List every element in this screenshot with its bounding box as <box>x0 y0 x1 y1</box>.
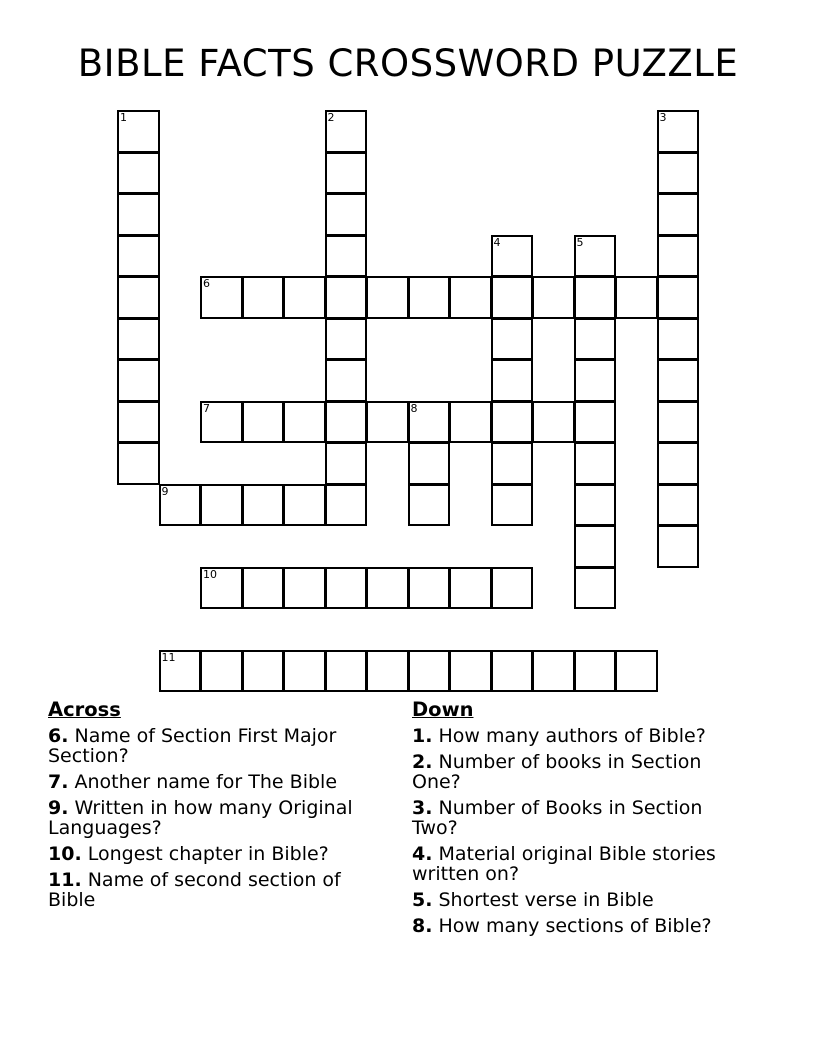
grid-cell[interactable] <box>117 318 160 361</box>
grid-cell[interactable] <box>117 401 160 444</box>
clue-number: 5. <box>412 889 433 911</box>
clue-text: Material original Bible stories written on? <box>412 843 716 885</box>
grid-cell[interactable] <box>574 525 617 568</box>
grid-cell[interactable] <box>325 193 368 236</box>
clue-down-4 <box>412 844 752 884</box>
grid-cell[interactable] <box>283 650 326 693</box>
clue-number-label: 10 <box>203 567 217 581</box>
grid-cell[interactable] <box>657 318 700 361</box>
grid-cell[interactable] <box>657 193 700 236</box>
grid-cell[interactable] <box>615 276 658 319</box>
grid-cell[interactable] <box>491 235 534 278</box>
clue-text: How many authors of Bible? <box>438 725 706 747</box>
clue-down-8 <box>412 916 752 936</box>
clue-text: Number of books in Section One? <box>412 751 702 793</box>
grid-cell[interactable] <box>325 359 368 402</box>
grid-cell[interactable] <box>574 359 617 402</box>
grid-cell[interactable] <box>283 484 326 527</box>
clue-across-7 <box>48 772 388 792</box>
grid-cell[interactable] <box>574 318 617 361</box>
grid-cell[interactable] <box>325 152 368 195</box>
grid-cell[interactable] <box>283 567 326 610</box>
grid-cell[interactable] <box>657 359 700 402</box>
grid-cell[interactable] <box>325 567 368 610</box>
clue-down-5 <box>412 890 752 910</box>
grid-cell[interactable] <box>242 401 285 444</box>
grid-cell[interactable] <box>657 484 700 527</box>
clue-across-6 <box>48 726 388 766</box>
grid-cell[interactable] <box>574 442 617 485</box>
clue-number-label: 6 <box>203 277 210 290</box>
grid-cell[interactable] <box>117 110 160 153</box>
clue-text: Name of Section First Major Section? <box>48 725 337 767</box>
grid-cell[interactable] <box>574 235 617 278</box>
grid-cell[interactable] <box>574 567 617 610</box>
down-heading: Down <box>412 698 474 721</box>
clue-number-label: 11 <box>161 650 176 664</box>
grid-cell[interactable] <box>408 276 451 319</box>
grid-cell[interactable] <box>408 484 451 527</box>
clue-number-label: 7 <box>203 401 210 415</box>
grid-cell[interactable] <box>325 318 368 361</box>
across-clues <box>48 700 388 916</box>
grid-cell[interactable] <box>283 401 326 444</box>
clue-number-label: 9 <box>161 484 169 498</box>
grid-cell[interactable] <box>242 276 285 319</box>
grid-cell[interactable] <box>491 318 534 361</box>
grid-cell[interactable] <box>200 650 243 693</box>
grid-cell[interactable] <box>242 650 285 693</box>
grid-cell[interactable] <box>366 650 409 693</box>
grid-cell[interactable] <box>491 650 534 693</box>
grid-cell[interactable] <box>449 276 492 319</box>
grid-cell[interactable] <box>657 110 700 153</box>
clue-down-2 <box>412 752 752 792</box>
clue-number: 2. <box>412 751 433 773</box>
grid-cell[interactable] <box>657 276 700 319</box>
grid-cell[interactable] <box>325 401 368 444</box>
across-heading: Across <box>48 698 121 721</box>
clue-number-label: 3 <box>659 111 667 124</box>
clue-down-3 <box>412 798 752 838</box>
grid-cell[interactable] <box>657 401 700 444</box>
grid-cell[interactable] <box>200 276 243 319</box>
grid-cell[interactable] <box>366 276 409 319</box>
grid-cell[interactable] <box>325 235 368 278</box>
clue-number: 3. <box>412 797 433 819</box>
grid-cell[interactable] <box>242 567 285 610</box>
grid-cell[interactable] <box>159 650 202 693</box>
grid-cell[interactable] <box>117 442 160 485</box>
grid-cell[interactable] <box>491 484 534 527</box>
puzzle-title: BIBLE FACTS CROSSWORD PUZZLE <box>77 42 739 85</box>
grid-cell[interactable] <box>574 484 617 527</box>
clue-text: Shortest verse in Bible <box>438 889 654 911</box>
grid-cell[interactable] <box>366 401 409 444</box>
clue-down-1 <box>412 726 752 746</box>
grid-cell[interactable] <box>574 401 617 444</box>
grid-cell[interactable] <box>408 401 451 444</box>
grid-cell[interactable] <box>657 235 700 278</box>
grid-cell[interactable] <box>325 484 368 527</box>
clue-number: 9. <box>48 797 69 819</box>
grid-cell[interactable] <box>159 484 202 527</box>
grid-cell[interactable] <box>574 650 617 693</box>
down-clues <box>412 700 752 942</box>
clue-text: Written in how many Original Languages? <box>48 797 353 839</box>
clue-across-11 <box>48 870 388 910</box>
grid-cell[interactable] <box>449 401 492 444</box>
clue-number: 10. <box>48 843 82 865</box>
clue-text: Another name for The Bible <box>74 771 338 793</box>
grid-cell[interactable] <box>491 401 534 444</box>
clue-across-10 <box>48 844 388 864</box>
grid-cell[interactable] <box>117 193 160 236</box>
grid-cell[interactable] <box>283 276 326 319</box>
grid-cell[interactable] <box>200 401 243 444</box>
clue-number-label: 5 <box>576 235 584 249</box>
grid-cell[interactable] <box>408 650 451 693</box>
clue-number-label: 2 <box>327 111 335 124</box>
grid-cell[interactable] <box>657 152 700 195</box>
grid-cell[interactable] <box>532 650 575 693</box>
clue-number-label: 8 <box>410 401 418 415</box>
clue-number-label: 4 <box>493 235 501 249</box>
grid-cell[interactable] <box>491 442 534 485</box>
grid-cell[interactable] <box>117 152 160 195</box>
grid-cell[interactable] <box>408 442 451 485</box>
grid-cell[interactable] <box>615 650 658 693</box>
clue-number: 4. <box>412 843 433 865</box>
grid-cell[interactable] <box>117 235 160 278</box>
grid-cell[interactable] <box>449 650 492 693</box>
grid-cell[interactable] <box>657 525 700 568</box>
grid-cell[interactable] <box>449 567 492 610</box>
clue-text: Name of second section of Bible <box>48 869 341 911</box>
grid-cell[interactable] <box>532 276 575 319</box>
grid-cell[interactable] <box>325 110 368 153</box>
grid-cell[interactable] <box>200 484 243 527</box>
clue-across-9 <box>48 798 388 838</box>
clue-number: 7. <box>48 771 69 793</box>
grid-cell[interactable] <box>325 276 368 319</box>
grid-cell[interactable] <box>532 401 575 444</box>
clue-number: 6. <box>48 725 69 747</box>
grid-cell[interactable] <box>366 567 409 610</box>
clue-text: Longest chapter in Bible? <box>87 843 329 865</box>
grid-cell[interactable] <box>491 359 534 402</box>
grid-cell[interactable] <box>408 567 451 610</box>
grid-cell[interactable] <box>325 442 368 485</box>
clue-text: How many sections of Bible? <box>438 915 712 937</box>
grid-cell[interactable] <box>574 276 617 319</box>
clue-number-label: 1 <box>120 111 127 124</box>
grid-cell[interactable] <box>325 650 368 693</box>
grid-cell[interactable] <box>491 567 534 610</box>
grid-cell[interactable] <box>117 276 160 319</box>
grid-cell[interactable] <box>242 484 285 527</box>
clue-text: Number of Books in Section Two? <box>412 797 703 839</box>
grid-cell[interactable] <box>657 442 700 485</box>
grid-cell[interactable] <box>117 359 160 402</box>
clue-number: 11. <box>48 869 82 891</box>
clue-number: 1. <box>412 725 433 747</box>
grid-cell[interactable] <box>200 567 243 610</box>
grid-cell[interactable] <box>491 276 534 319</box>
clue-number: 8. <box>412 915 433 937</box>
